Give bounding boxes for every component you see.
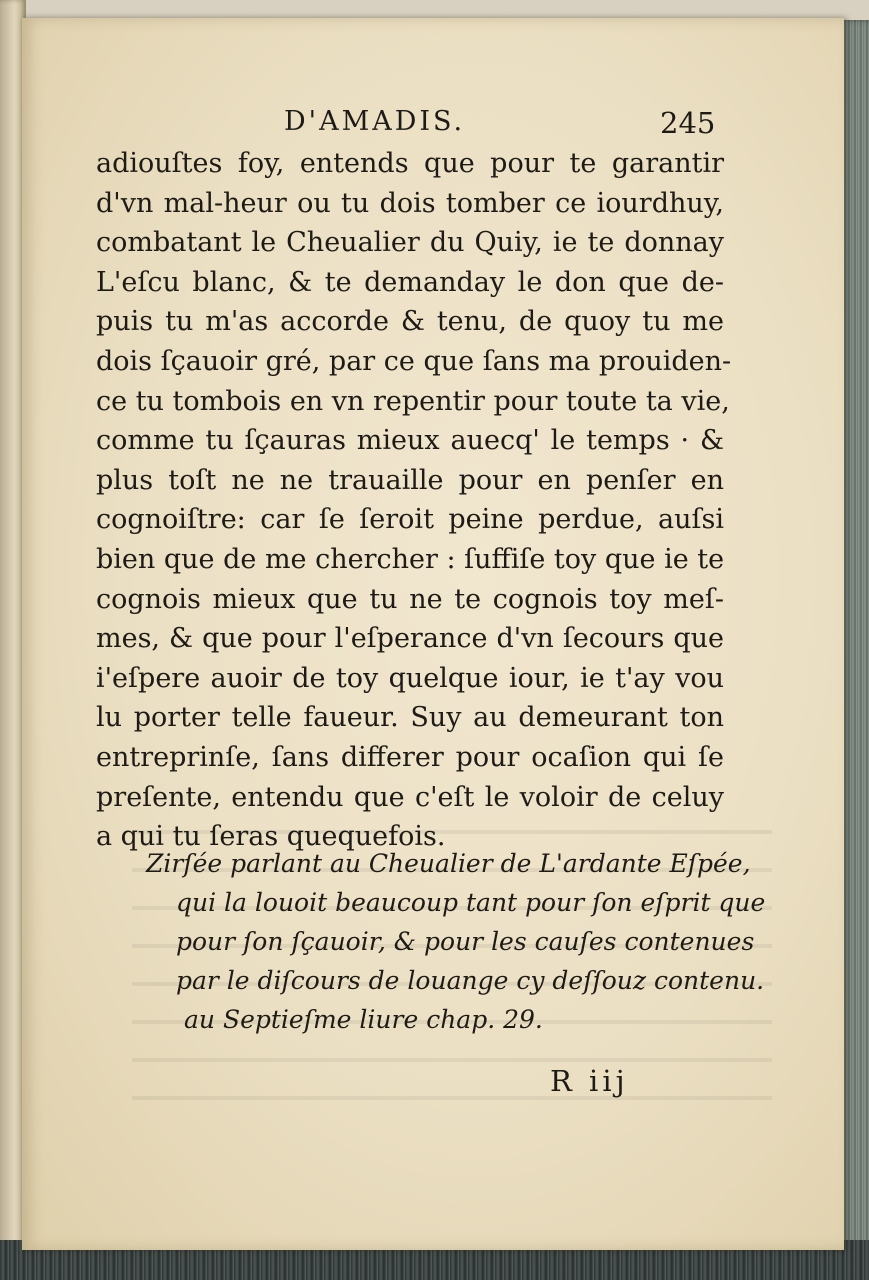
body-line: comme tu ſçauras mieux auecq' le temps · & (96, 425, 724, 457)
page-number: 245 (660, 106, 716, 140)
body-line: puis tu m'as accorde & tenu, de quoy tu me (96, 306, 724, 338)
body-line: bien que de me chercher : ſuffiſe toy que ie te (96, 543, 725, 575)
body-line: i'eſpere auoir de toy quelque iour, ie t'ay vou (96, 662, 724, 694)
body-line: combatant le Cheualier du Quiy, ie te donnay (96, 227, 724, 259)
body-line: entreprinſe, ſans differer pour ocaſion qui ſe (96, 741, 724, 773)
book-page (22, 18, 844, 1250)
body-line: cognoiſtre: car ſe ſeroit peine perdue, auſsi (96, 504, 724, 536)
body-line: a qui tu ſeras quequefois. (96, 821, 446, 853)
summary-line: Zirſée parlant au Cheualier de L'ardante Eſpée, (146, 849, 751, 878)
body-line: lu porter telle faueur. Suy au demeurant ton (96, 702, 724, 734)
body-line: mes, & que pour l'eſperance d'vn ſecours que (96, 623, 724, 655)
signature-mark: R iij (550, 1064, 629, 1098)
body-line: d'vn mal-heur ou tu dois tomber ce iourdhuy, (96, 187, 724, 219)
body-line: adiouſtes foy, entends que pour te garantir (96, 148, 724, 179)
summary-line: pour ſon ſçauoir, & pour les cauſes contenues (176, 927, 755, 956)
body-line: ce tu tombois en vn repentir pour toute ta vie, (96, 385, 730, 417)
summary-line: par le diſcours de louange cy deſſouz contenu. (176, 966, 765, 995)
summary-line: au Septieſme liure chap. 29. (184, 1005, 543, 1034)
body-line: preſente, entendu que c'eſt le voloir de celuy (96, 781, 724, 813)
body-line: cognois mieux que tu ne te cognois toy meſ- (96, 583, 724, 615)
body-line: L'eſcu blanc, & te demanday le don que de- (96, 266, 724, 298)
body-text (96, 144, 732, 857)
running-head: D'AMADIS. (284, 106, 466, 137)
summary-line: qui la louoit beaucoup tant pour ſon eſprit que (176, 888, 766, 917)
body-line: dois ſçauoir gré, par ce que ſans ma prouiden- (96, 345, 732, 377)
italic-summary (146, 844, 766, 1039)
body-line: plus toſt ne ne trauaille pour en penſer en (96, 464, 724, 496)
page-header (22, 106, 844, 146)
